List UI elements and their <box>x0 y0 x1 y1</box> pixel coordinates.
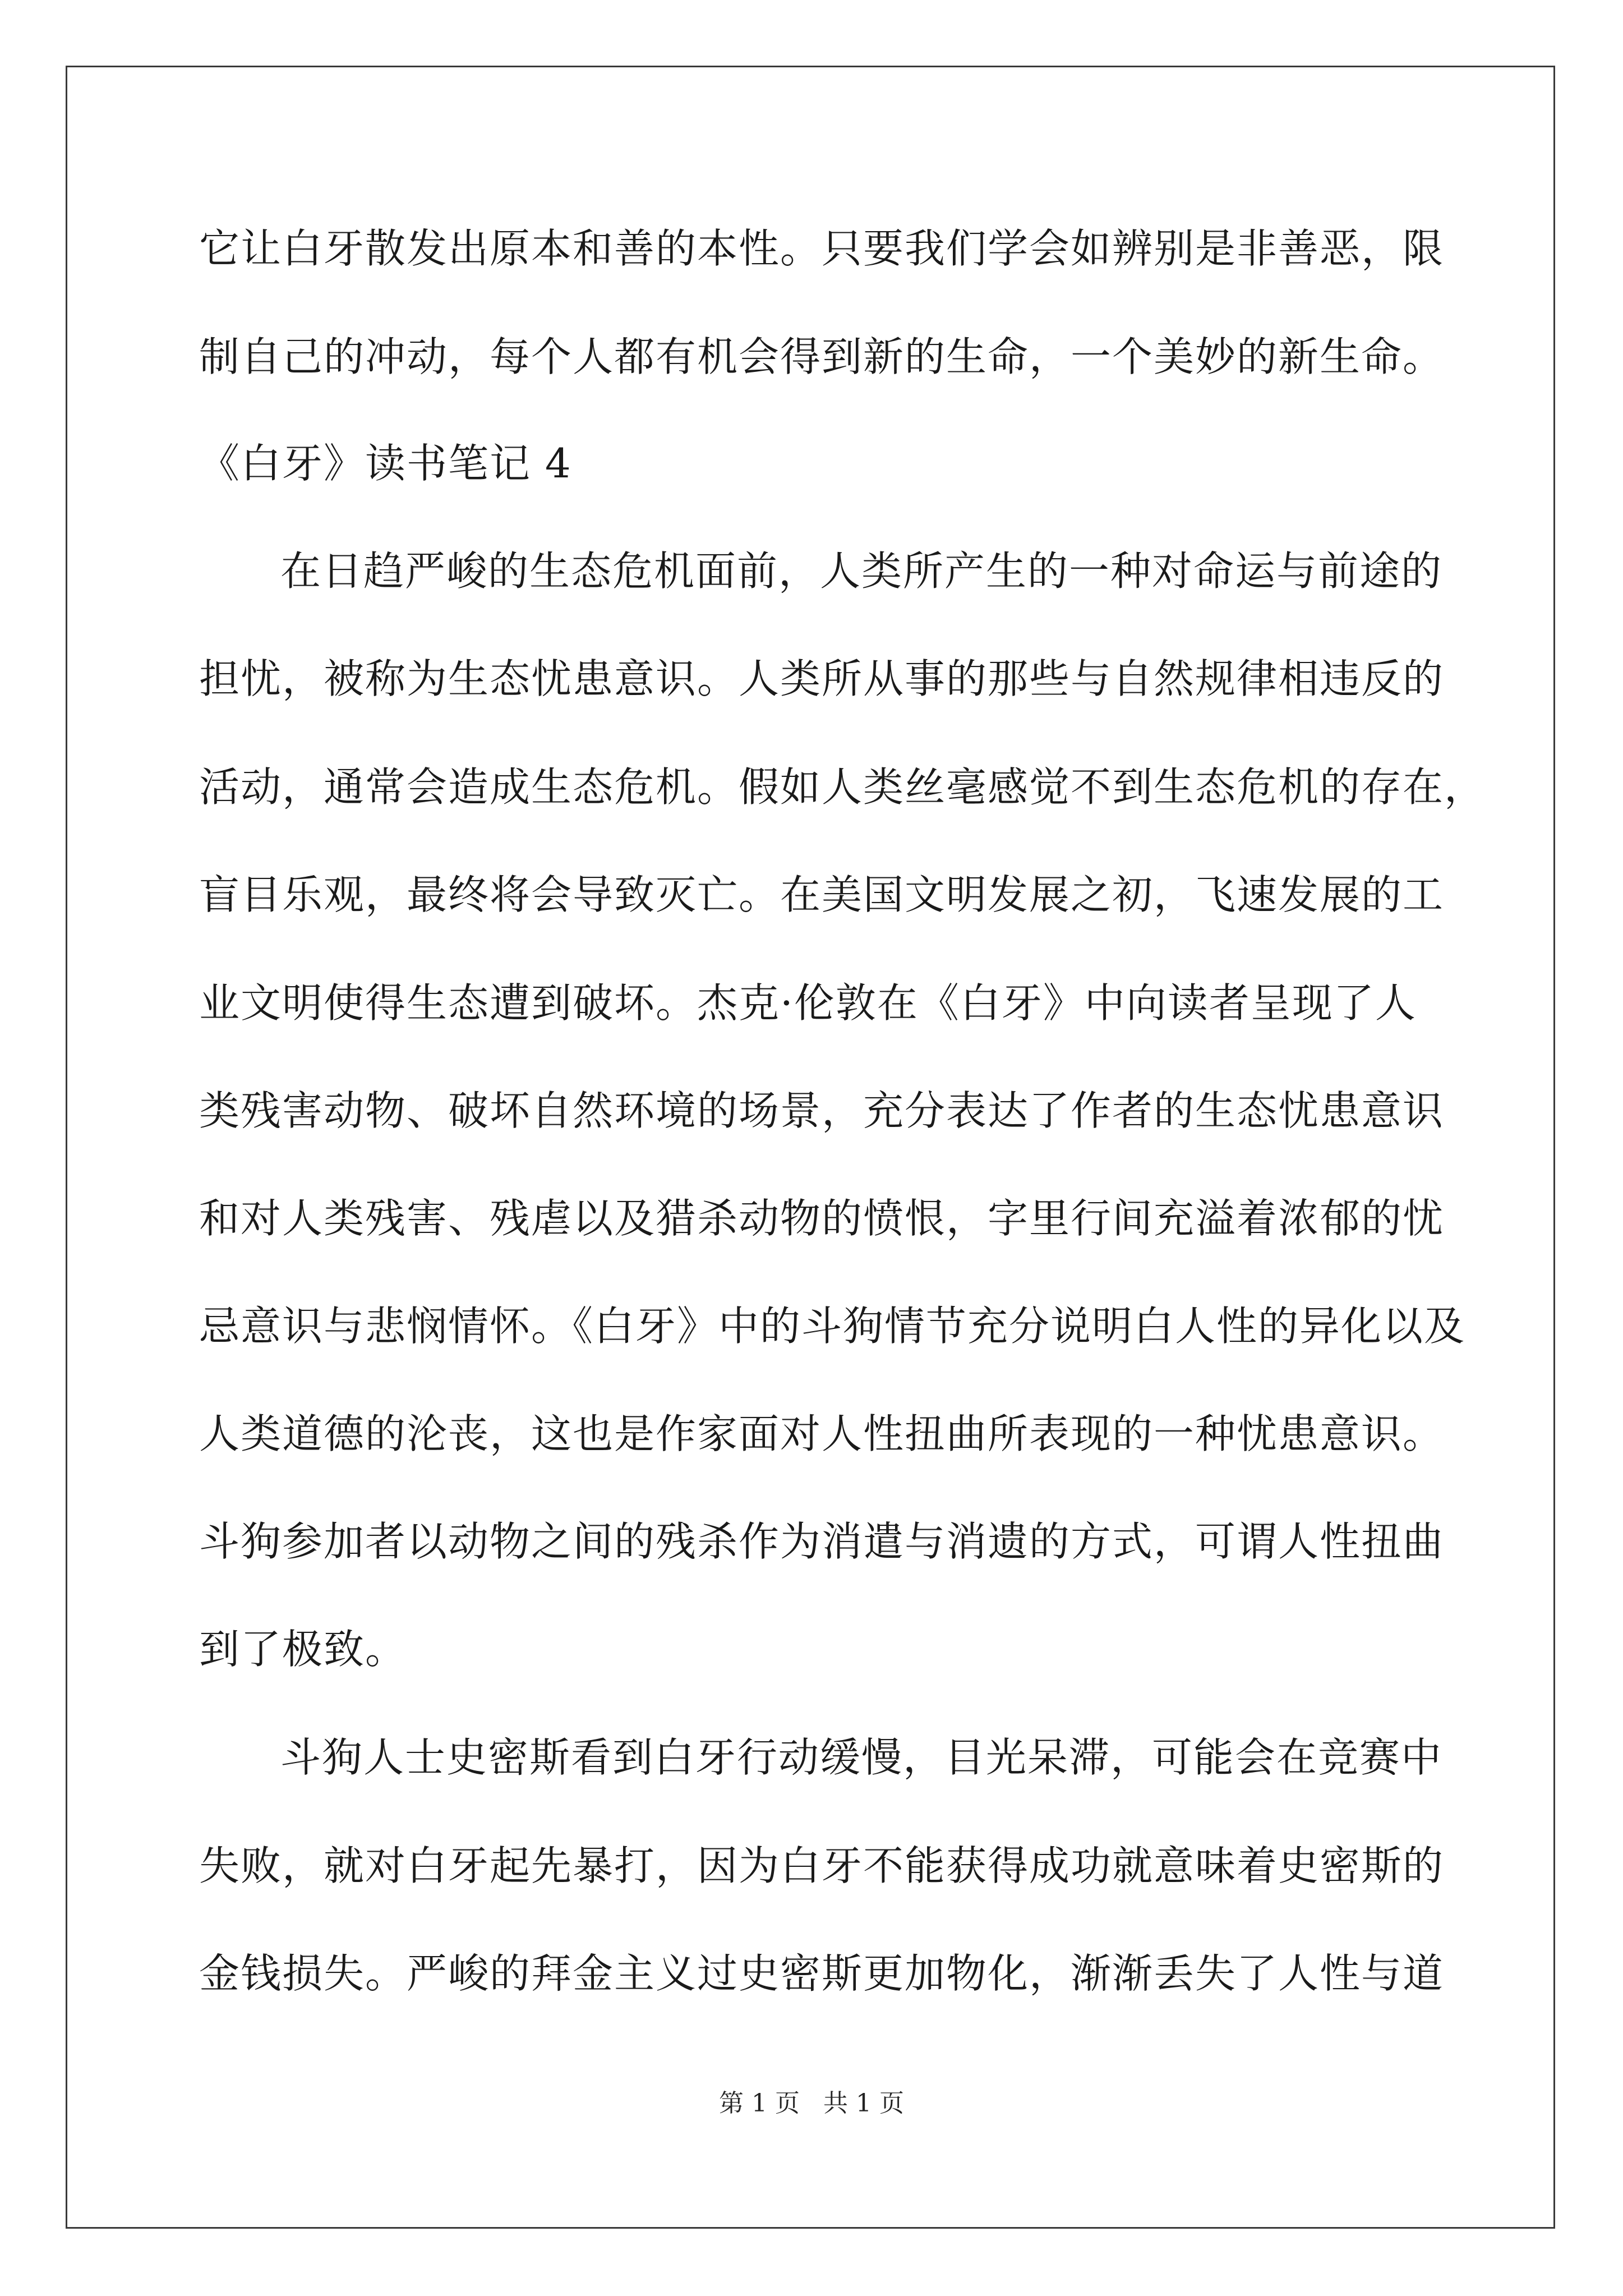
body-text-line: 担忧，被称为生态忧患意识。人类所从事的那些与自然规律相违反的 <box>199 655 1445 702</box>
body-text-line: 它让白牙散发出原本和善的本性。只要我们学会如辨别是非善恶，限 <box>199 225 1445 272</box>
body-text-line: 和对人类残害、残虐以及猎杀动物的愤恨，字里行间充溢着浓郁的忧 <box>199 1195 1445 1242</box>
body-text-line: 盲目乐观，最终将会导致灭亡。在美国文明发展之初，飞速发展的工 <box>199 871 1445 918</box>
page-number-footer: 第 1 页 共 1 页 <box>719 2089 904 2118</box>
body-text-line: 类残害动物、破坏自然环境的场景，充分表达了作者的生态忧患意识 <box>199 1087 1445 1134</box>
page-border <box>66 66 1555 2229</box>
body-text-line: 业文明使得生态遭到破坏。杰克·伦敦在《白牙》中向读者呈现了人 <box>199 979 1417 1027</box>
body-text-line: 金钱损失。严峻的拜金主义过史密斯更加物化，渐渐丢失了人性与道 <box>199 1950 1445 1997</box>
body-text-line: 斗狗参加者以动物之间的残杀作为消遣与消遗的方式，可谓人性扭曲 <box>199 1518 1445 1565</box>
body-text-line: 活动，通常会造成生态危机。假如人类丝毫感觉不到生态危机的存在， <box>199 763 1486 811</box>
body-text-line: 到了极致。 <box>199 1626 407 1673</box>
paragraph-first-line: 在日趋严峻的生态危机面前，人类所产生的一种对命运与前途的 <box>280 547 1443 595</box>
paragraph-first-line: 斗狗人士史密斯看到白牙行动缓慢，目光呆滞，可能会在竞赛中 <box>280 1734 1443 1781</box>
body-text-line: 人类道德的沦丧，这也是作家面对人性扭曲所表现的一种忧患意识。 <box>199 1410 1445 1457</box>
section-heading: 《白牙》读书笔记 4 <box>199 440 572 487</box>
body-text-line: 失败，就对白牙起先暴打，因为白牙不能获得成功就意味着史密斯的 <box>199 1842 1445 1889</box>
body-text-line: 忌意识与悲悯情怀。《白牙》中的斗狗情节充分说明白人性的异化以及 <box>199 1303 1466 1350</box>
body-text-line: 制自己的冲动，每个人都有机会得到新的生命，一个美妙的新生命。 <box>199 333 1445 380</box>
